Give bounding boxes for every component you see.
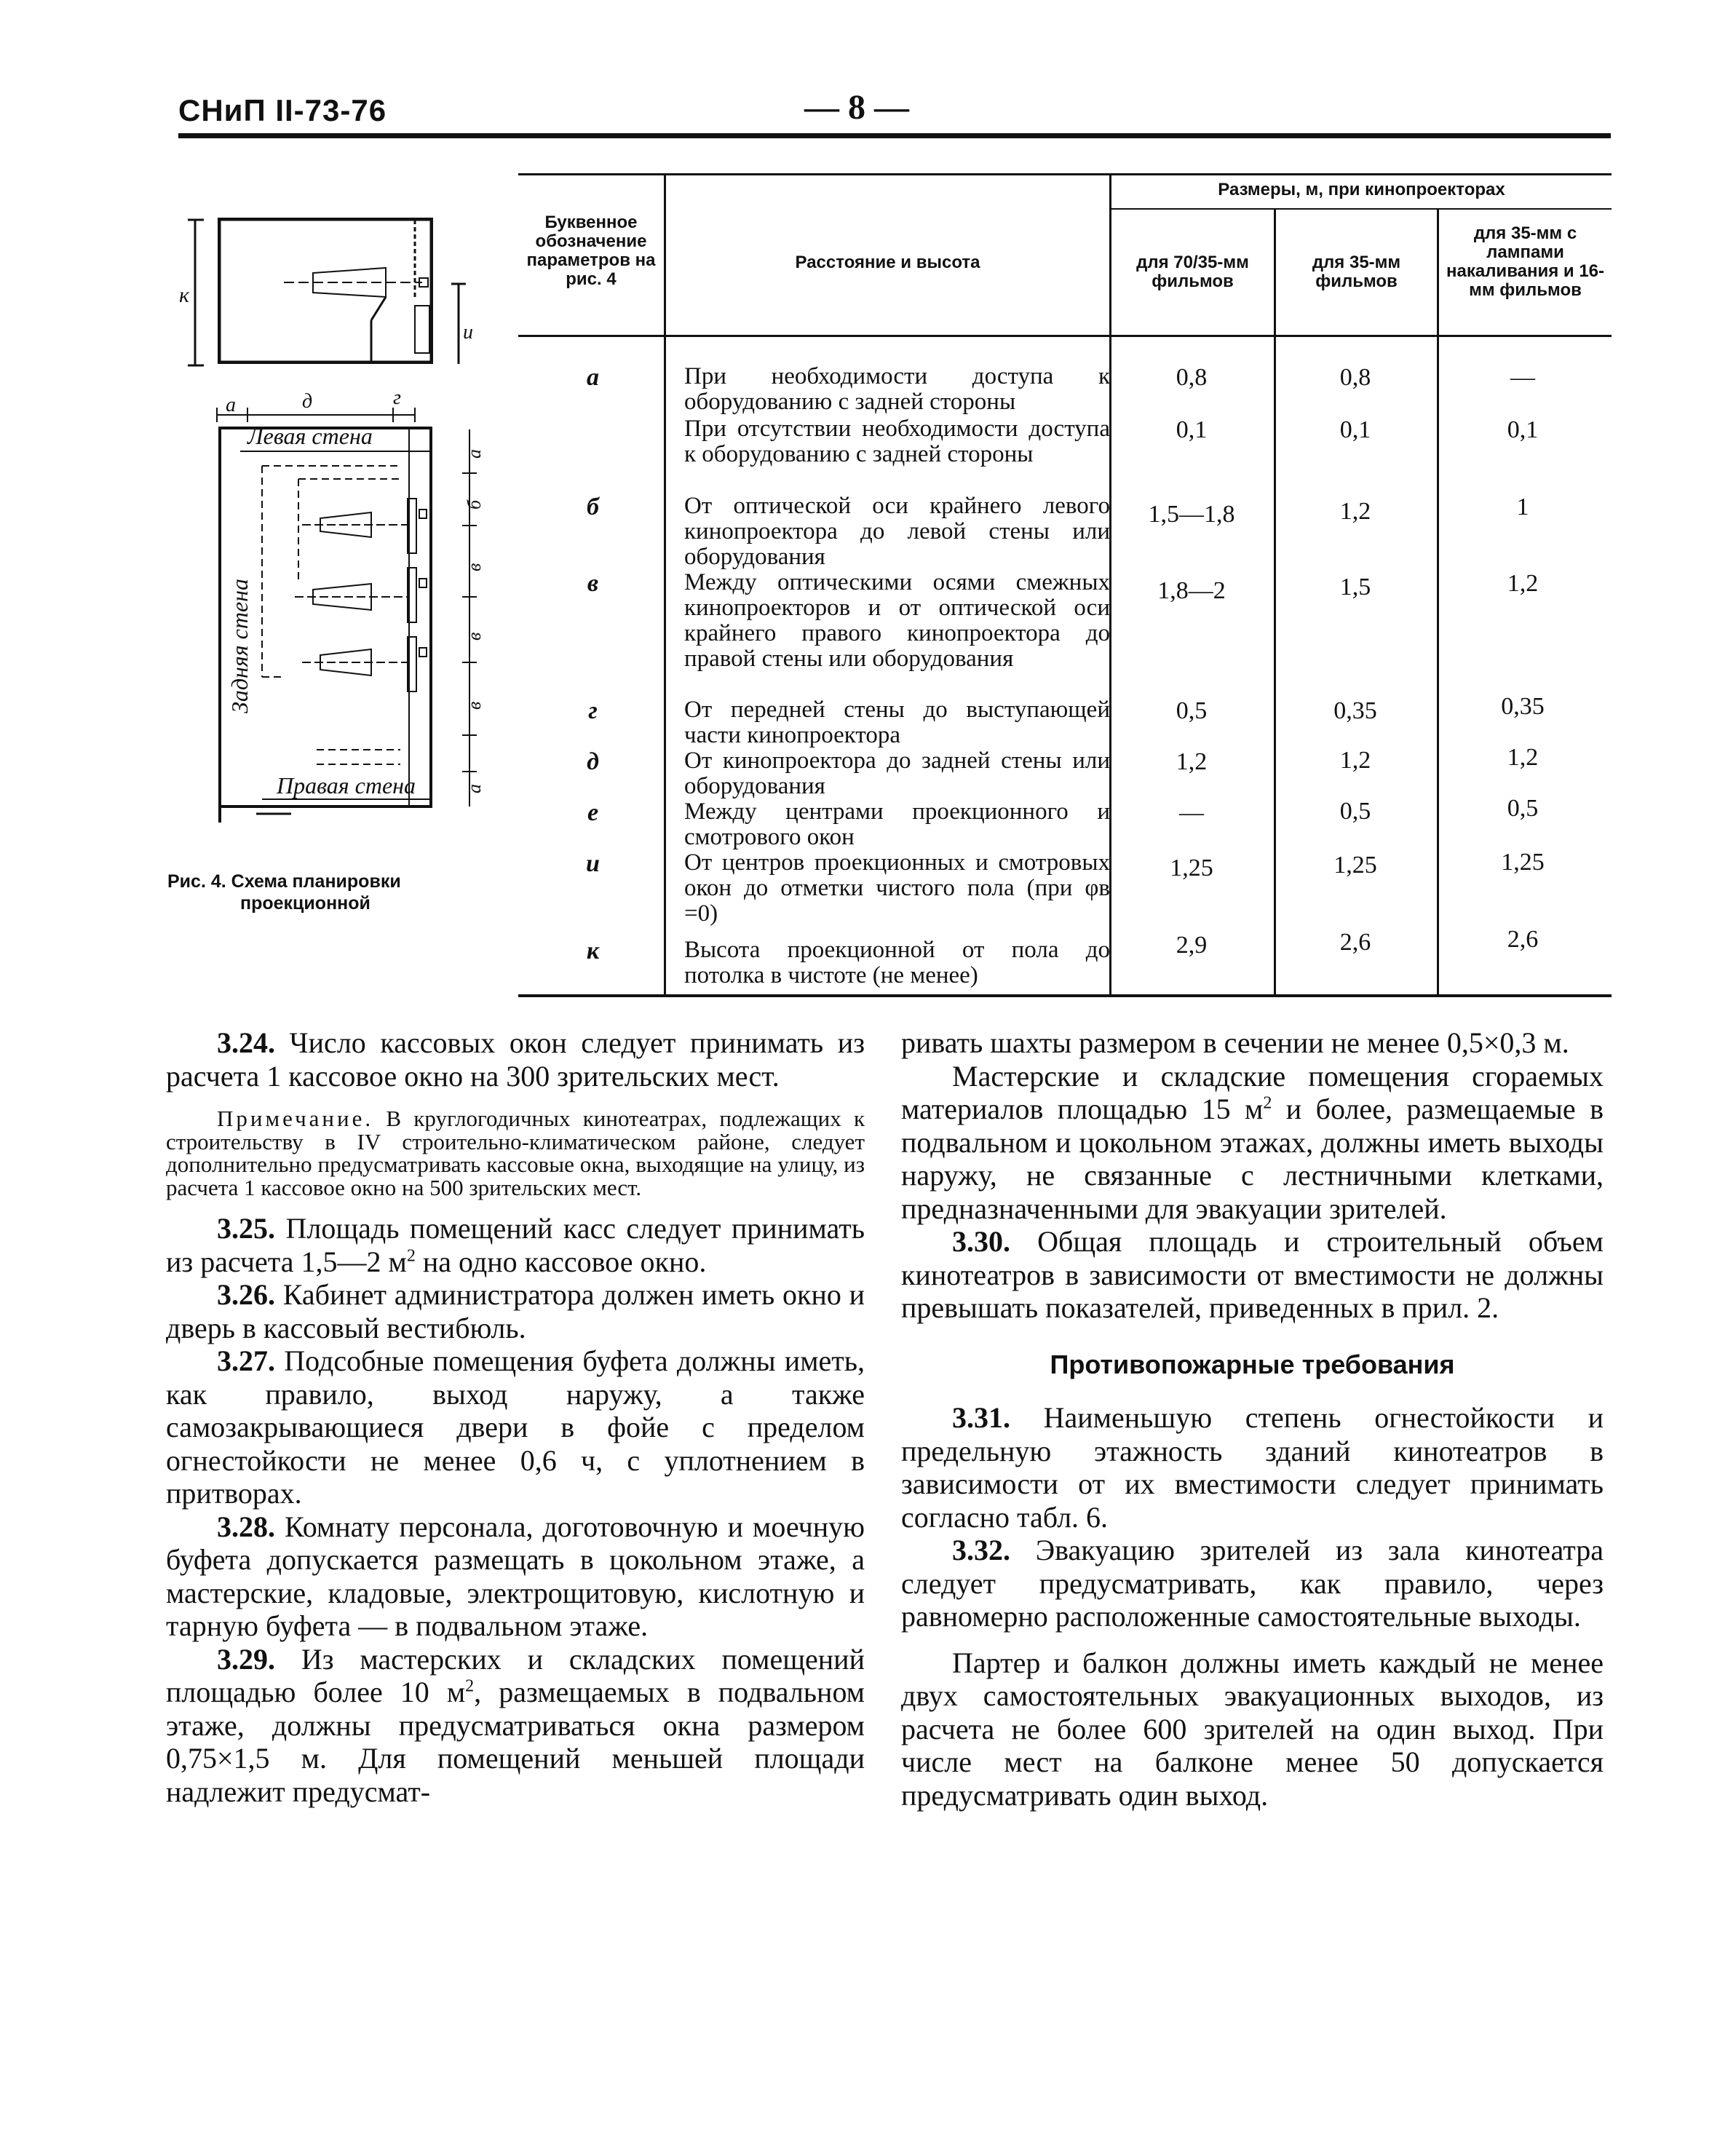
paragraph-3-26: 3.26. Кабинет администратора должен иметь окно и дверь в кассовый вестибюль.	[166, 1278, 865, 1344]
row-value-col2: 0,35	[1333, 697, 1377, 724]
row-description: При отсутствии необходимости доступа к оборудованию с задней стороны	[684, 416, 1110, 467]
label-d: д	[302, 390, 313, 413]
paragraph-3-24: 3.24. Число кассовых окон следует принимать из расчета 1 кассовое окно на 300 зрительских мест.	[166, 1026, 865, 1093]
row-value-col1: 1,2	[1176, 748, 1208, 775]
header-col3: для 35-мм с лампами накаливания и 16-мм фильмов	[1446, 223, 1605, 300]
row-letter: г	[588, 697, 598, 724]
paragraph-3-28: 3.28. Комнату персонала, доготовочную и моечную буфета допускается размещать в цокольном этаже, а мастерские, кладовые, электрощитовую, кислотную и тарную буфета — в подвальном этаже.	[166, 1510, 865, 1642]
paragraph-3-32: 3.32. Эвакуацию зрителей из зала кинотеатра следует предусматривать, как правило, через равномерно расположенные самостоятельные выходы.	[901, 1534, 1604, 1633]
row-value-col1: 1,5—1,8	[1148, 501, 1235, 528]
row-value-col2: 0,5	[1339, 798, 1371, 825]
row-description: Высота проекционной от пола до потолка в чистоте (не менее)	[684, 937, 1110, 988]
projection-room-plan-drawing	[175, 211, 502, 837]
row-value-col3: 0,35	[1501, 693, 1545, 720]
row-letter: к	[586, 938, 600, 964]
row-letter: д	[587, 748, 599, 775]
row-value-col1: 1,8—2	[1157, 577, 1226, 604]
header-col2: для 35-мм фильмов	[1312, 253, 1401, 291]
section-heading-fire-safety: Противопожарные требования	[1050, 1349, 1455, 1379]
paragraph-3-30: 3.30. Общая площадь и строительный объем кинотеатров в зависимости от вместимости не должны превышать показателей, приведенных в прил. 2.	[901, 1225, 1604, 1324]
row-value-col1: 1,25	[1170, 855, 1213, 881]
header-col1: для 70/35-мм фильмов	[1136, 253, 1249, 291]
paragraph-3-27: 3.27. Подсобные помещения буфета должны иметь, как правило, выход наружу, а также самозакрывающиеся двери в фойе с пределом огнестойкости не менее 0,6 ч, с уплотнением в притворах.	[166, 1344, 865, 1510]
row-value-col3: 0,5	[1507, 795, 1539, 822]
row-description: От передней стены до выступающей части кинопроектора	[684, 697, 1110, 748]
row-letter: б	[587, 494, 599, 520]
row-description: Между центрами проекционного и смотрового окон	[684, 798, 1110, 850]
row-value-col2: 2,6	[1339, 929, 1371, 956]
figure-projection-room-plan	[175, 211, 502, 837]
label-back-wall: Задняя стена	[226, 578, 253, 713]
row-value-col3: 2,6	[1507, 926, 1539, 953]
document-code: СНиП II-73-76	[178, 93, 387, 127]
right-column	[901, 1026, 1604, 1812]
label-a-top: а	[226, 394, 236, 416]
row-value-col2: 1,5	[1339, 574, 1371, 601]
row-value-col2: 0,8	[1339, 364, 1371, 391]
row-value-col2: 0,1	[1339, 416, 1371, 443]
label-a-right-bottom: а	[464, 784, 485, 793]
paragraph-3-25: 3.25. Площадь помещений касс следует принимать из расчета 1,5—2 $м^2$ на одно кассовое окно.	[166, 1212, 865, 1278]
row-letter: е	[587, 799, 599, 826]
row-value-col3: 1,2	[1507, 570, 1539, 597]
header-designation: Буквенное обозначение параметров на рис. 4	[526, 213, 656, 289]
page-number: — 8 —	[804, 88, 909, 127]
figure-caption	[167, 871, 488, 914]
header-sizes-group: Размеры, м, при кинопроекторах	[1218, 180, 1505, 199]
row-value-col2: 1,2	[1339, 498, 1371, 525]
row-value-col1: 0,8	[1176, 364, 1208, 391]
row-value-col3: 0,1	[1507, 416, 1539, 443]
label-k: к	[179, 283, 190, 307]
label-g: г	[393, 387, 401, 409]
paragraph-3-29-continued: ривать шахты размером в сечении не менее 0,5×0,3 м.	[901, 1026, 1569, 1059]
row-value-col1: 2,9	[1176, 932, 1208, 959]
row-description: От центров проекционных и смотровых окон до отметки чистого пола (при φв =0)	[684, 849, 1110, 927]
note-paragraph: Примечание. В круглогодичных кинотеатрах, подлежащих к строительству в IV строительно-климатическом районе, следует дополнительно предусматривать кассовые окна, выходящие на улицу, из расчета 1 кассовое окно на 500 зрительских мест.	[166, 1106, 865, 1200]
label-a-right-top: а	[464, 449, 485, 459]
label-right-wall: Правая стена	[277, 772, 416, 798]
paragraph-parterre-balcony: Партер и балкон должны иметь каждый не менее двух самостоятельных эвакуационных выходов, из расчета не более 600 зрителей на один выход. При числе мест на балконе менее 50 допускается предусматривать один выход.	[901, 1646, 1604, 1812]
row-letter: в	[587, 570, 599, 597]
left-column	[166, 1026, 865, 1808]
figure-caption-line2: проекционной	[240, 893, 370, 914]
row-description: Между оптическими осями смежных кинопроекторов и от оптической оси крайнего правого кинопроектора до правой стены или оборудования	[684, 569, 1110, 672]
parameters-table	[518, 173, 1612, 1004]
label-v-right-3: в	[464, 701, 485, 710]
row-letter: и	[586, 850, 600, 877]
label-v-right-2: в	[464, 632, 485, 641]
row-value-col1: —	[1179, 799, 1204, 826]
row-value-col3: 1,25	[1501, 849, 1545, 876]
row-description: От кинопроектора до задней стены или оборудования	[684, 748, 1110, 799]
paragraph-3-29: 3.29. Из мастерских и складских помещений площадью более 10 $м^2$, размещаемых в подвальном этаже, должны предусматриваться окна размером 0,75×1,5 м. Для помещений меньшей площади надлежит предусмат-	[166, 1642, 865, 1808]
label-i: и	[463, 321, 473, 344]
header-distance: Расстояние и высота	[795, 253, 980, 272]
row-description: От оптической оси крайнего левого кинопроектора до левой стены или оборудования	[684, 493, 1110, 570]
row-value-col1: 0,5	[1176, 697, 1208, 724]
paragraph-workshops: Мастерские и складские помещения сгораемых материалов площадью 15 $м^2$ и более, размещаемые в подвальном и цокольном этажах, должны иметь выходы наружу, не связанные с лестничными клетками, предназначенными для эвакуации зрителей.	[901, 1059, 1604, 1225]
row-description: При необходимости доступа к оборудованию с задней стороны	[684, 363, 1110, 415]
row-value-col3: —	[1510, 364, 1535, 391]
row-value-col2: 1,2	[1339, 747, 1371, 774]
row-value-col2: 1,25	[1333, 852, 1377, 879]
label-left-wall: Левая стена	[247, 423, 373, 449]
label-b-right: б	[464, 499, 485, 510]
header-rule	[178, 133, 1611, 138]
row-letter: а	[587, 364, 599, 391]
paragraph-3-31: 3.31. Наименьшую степень огнестойкости и предельную этажность зданий кинотеатров в зависимости от их вместимости следует принимать согласно табл. 6.	[901, 1401, 1604, 1534]
label-v-right-1: в	[464, 563, 485, 571]
row-value-col3: 1	[1516, 494, 1529, 520]
row-value-col1: 0,1	[1176, 416, 1208, 443]
row-value-col3: 1,2	[1507, 744, 1539, 771]
figure-caption-line1: Рис. 4. Схема планировки	[167, 871, 401, 892]
